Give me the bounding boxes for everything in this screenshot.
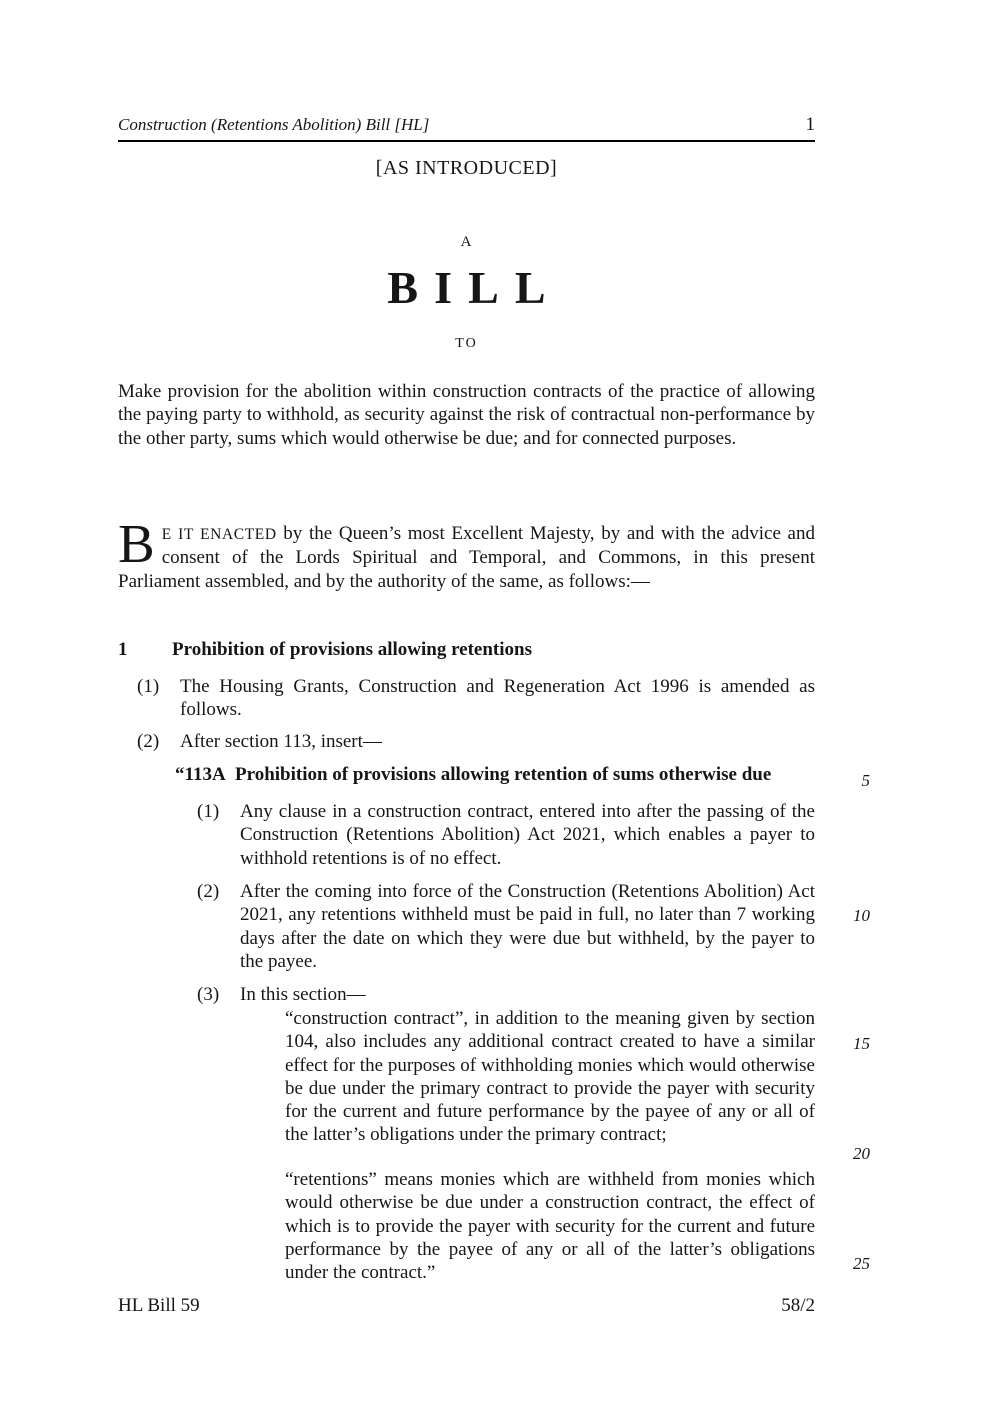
masthead-article: A (460, 234, 473, 250)
quoted-subsection-2 (118, 880, 815, 973)
margin-line-number-10: 10 (853, 906, 870, 925)
quoted-subsection-3 (118, 983, 815, 1006)
subsection-1-number: (1) (137, 676, 160, 697)
running-title: Construction (Retentions Abolition) Bill [HL] (118, 115, 430, 134)
margin-line-number-5: 5 (861, 771, 870, 790)
enacting-smallcaps: E IT ENACTED (161, 526, 277, 543)
definition-retentions: “retentions” means monies which are withheld from monies which would otherwise be due under a construction contract, the effect of which is to provide the payer with security for the current and future performance by the payee of any or all of the latter’s obligations under the contract.” (285, 1169, 815, 1284)
margin-line-number-25: 25 (853, 1254, 870, 1273)
enacting-dropcap: B (118, 513, 155, 574)
quoted-subsection-2-text: After the coming into force of the Construction (Retentions Abolition) Act 2021, any retentions withheld must be paid in full, no later than 7 working days after the date on which they were due but withheld, by the payer to the payee. (240, 881, 815, 972)
quoted-subsection-3-text: In this section— (240, 984, 366, 1005)
definition-construction-contract: “construction contract”, in addition to the meaning given by section 104, also includes any additional contract created to have a similar effect for the purposes of withholding monies which would otherwise be due under the primary contract to provide the payer with security for the current and future performance by the payee of any or all of the latter’s obligations under the primary contract; (285, 1008, 815, 1146)
quoted-subsection-1 (118, 800, 815, 870)
subsection-2 (118, 730, 815, 753)
page-number: 1 (805, 114, 815, 135)
clause-title: Prohibition of provisions allowing retentions (172, 639, 532, 660)
clause-number: 1 (118, 639, 128, 660)
long-title: Make provision for the abolition within construction contracts of the practice of allowing the paying party to withhold, as security against the risk of contractual non-performance by the other party, sums which would otherwise be due; and for connected purposes. (118, 381, 815, 449)
quoted-subsection-3-number: (3) (197, 984, 220, 1005)
subsection-2-number: (2) (137, 731, 160, 752)
enacting-clause (118, 513, 815, 593)
status-line: [AS INTRODUCED] (375, 157, 558, 179)
page-footer (118, 1295, 815, 1317)
quoted-section-number: “113A (175, 764, 226, 785)
enacting-text: by the Queen’s most Excellent Majesty, by and with the advice and consent of the Lords Spiritual and Temporal, and Commons, in this present Parliament assembled, and by the authority of the same, as follows:— (118, 523, 815, 592)
subsection-2-text: After section 113, insert— (180, 731, 382, 752)
bill-title: BILL (387, 262, 562, 313)
quoted-subsection-2-number: (2) (197, 881, 220, 902)
subsection-1 (118, 675, 815, 722)
footer-session-number: 58/2 (781, 1295, 815, 1316)
clause-heading (118, 638, 815, 661)
subsection-1-text: The Housing Grants, Construction and Regeneration Act 1996 is amended as follows. (180, 676, 815, 721)
running-header (118, 114, 815, 142)
quoted-subsection-1-text: Any clause in a construction contract, entered into after the passing of the Construction (Retentions Abolition) Act 2021, which enables a payer to withhold retentions is of no effect. (240, 801, 815, 869)
masthead-to: TO (455, 336, 478, 351)
margin-line-number-20: 20 (853, 1144, 870, 1163)
quoted-subsection-1-number: (1) (197, 801, 220, 822)
quoted-section-title: Prohibition of provisions allowing retention of sums otherwise due (235, 764, 772, 785)
footer-bill-id: HL Bill 59 (118, 1295, 200, 1316)
margin-line-number-15: 15 (853, 1034, 870, 1053)
quoted-section-heading (118, 763, 815, 786)
